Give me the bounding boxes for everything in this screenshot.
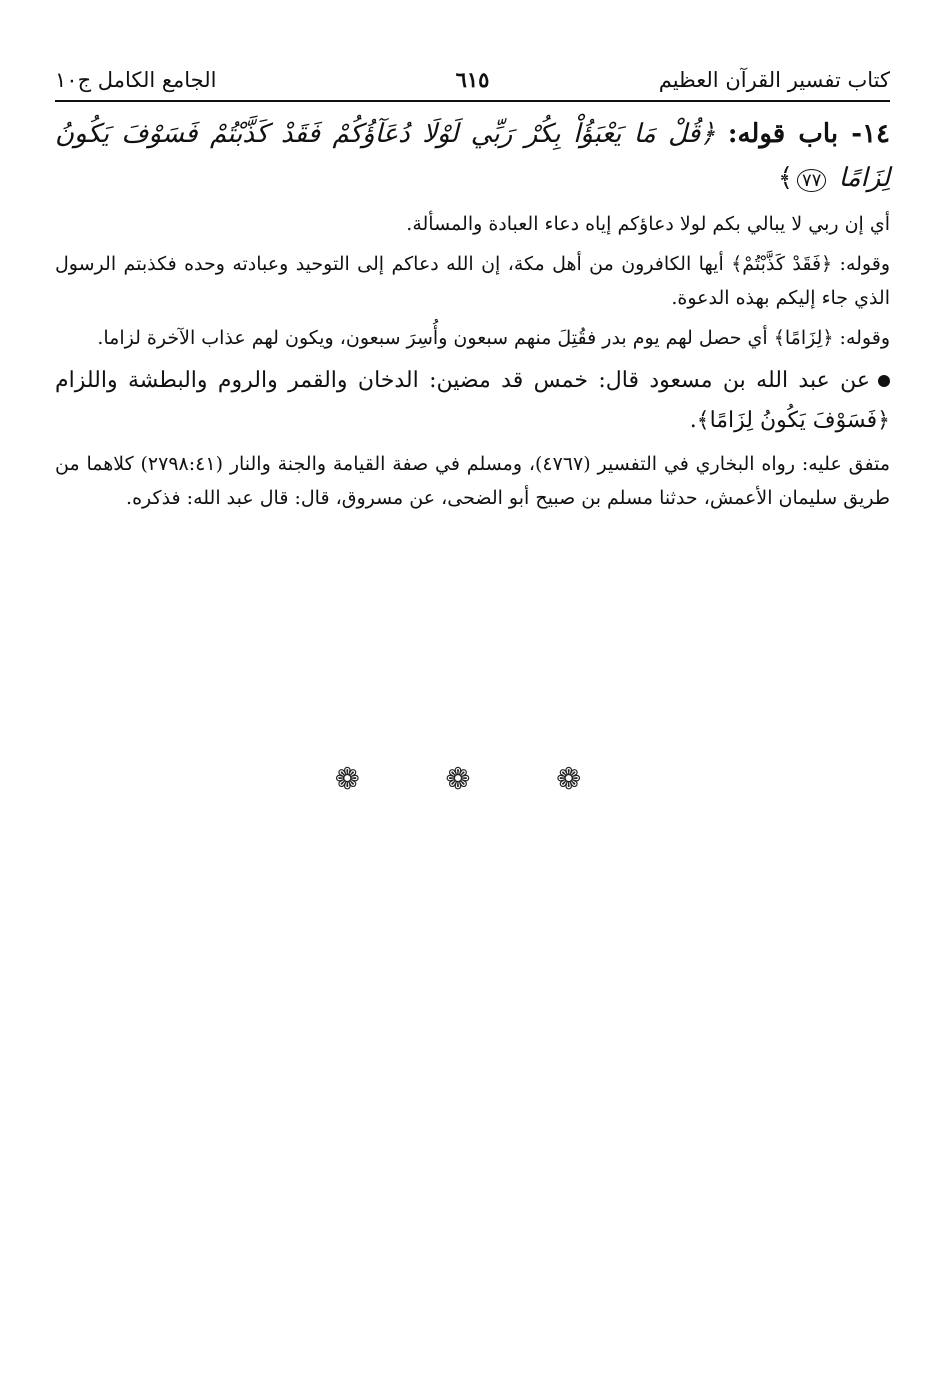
book-page <box>55 60 890 521</box>
book-title: كتاب تفسير القرآن العظيم <box>658 68 890 92</box>
flower-ornament-icon: ❁ <box>445 762 495 797</box>
running-header <box>55 60 890 102</box>
ayah-number: ٧٧ <box>797 169 826 192</box>
commentary-paragraph-2: وقوله: ﴿فَقَدْ كَذَّبْتُمْ﴾ أيها الكافرون من أهل مكة، إن الله دعاكم إلى التوحيد وعبادته وحده فكذبتم الرسول الذي جاء إليكم بهذه الدعوة. <box>55 253 890 309</box>
verse-close: ﴾ <box>777 163 794 193</box>
section-end-ornaments <box>0 762 940 797</box>
flower-ornament-icon: ❁ <box>556 762 606 797</box>
flower-ornament-icon: ❁ <box>334 762 384 797</box>
chapter-lead: ١٤- باب قوله: <box>727 119 891 149</box>
volume-label: الجامع الكامل ج١٠ <box>55 68 217 92</box>
takhrij-paragraph: متفق عليه: رواه البخاري في التفسير (٤٧٦٧)، ومسلم في صفة القيامة والجنة والنار (٢٧٩٨:٤١) كلاهما من طريق سليمان الأعمش، حدثنا مسلم بن صبيح أبو الضحى، عن مسروق، قال: قال عبد الله: فذكره. <box>55 453 890 509</box>
hadith-text: عن عبد الله بن مسعود قال: خمس قد مضين: الدخان والقمر والروم والبطشة واللزام ﴿فَسَوْفَ يَكُونُ لِزَامًا﴾. <box>55 368 890 433</box>
chapter-verse: ﴿قُلْ مَا يَعْبَؤُاْ بِكُرْ رَبِّي لَوْلَا دُعَآؤُكُمْ فَقَدْ كَذَّبْتُمْ فَسَوْفَ يَكُونُ لِزَامًا <box>55 119 890 193</box>
page-number: ٦١٥ <box>455 67 490 92</box>
commentary-paragraph-3: وقوله: ﴿لِزَامًا﴾ أي حصل لهم يوم بدر فقُتِلَ منهم سبعون وأُسِرَ سبعون، ويكون لهم عذاب الآخرة لزاما. <box>97 327 890 349</box>
commentary-paragraph-1: أي إن ربي لا يبالي بكم لولا دعاؤكم إياه دعاء العبادة والمسألة. <box>406 213 890 235</box>
bullet-icon <box>878 375 890 387</box>
hadith-paragraph <box>55 361 890 441</box>
chapter-heading <box>55 112 890 203</box>
